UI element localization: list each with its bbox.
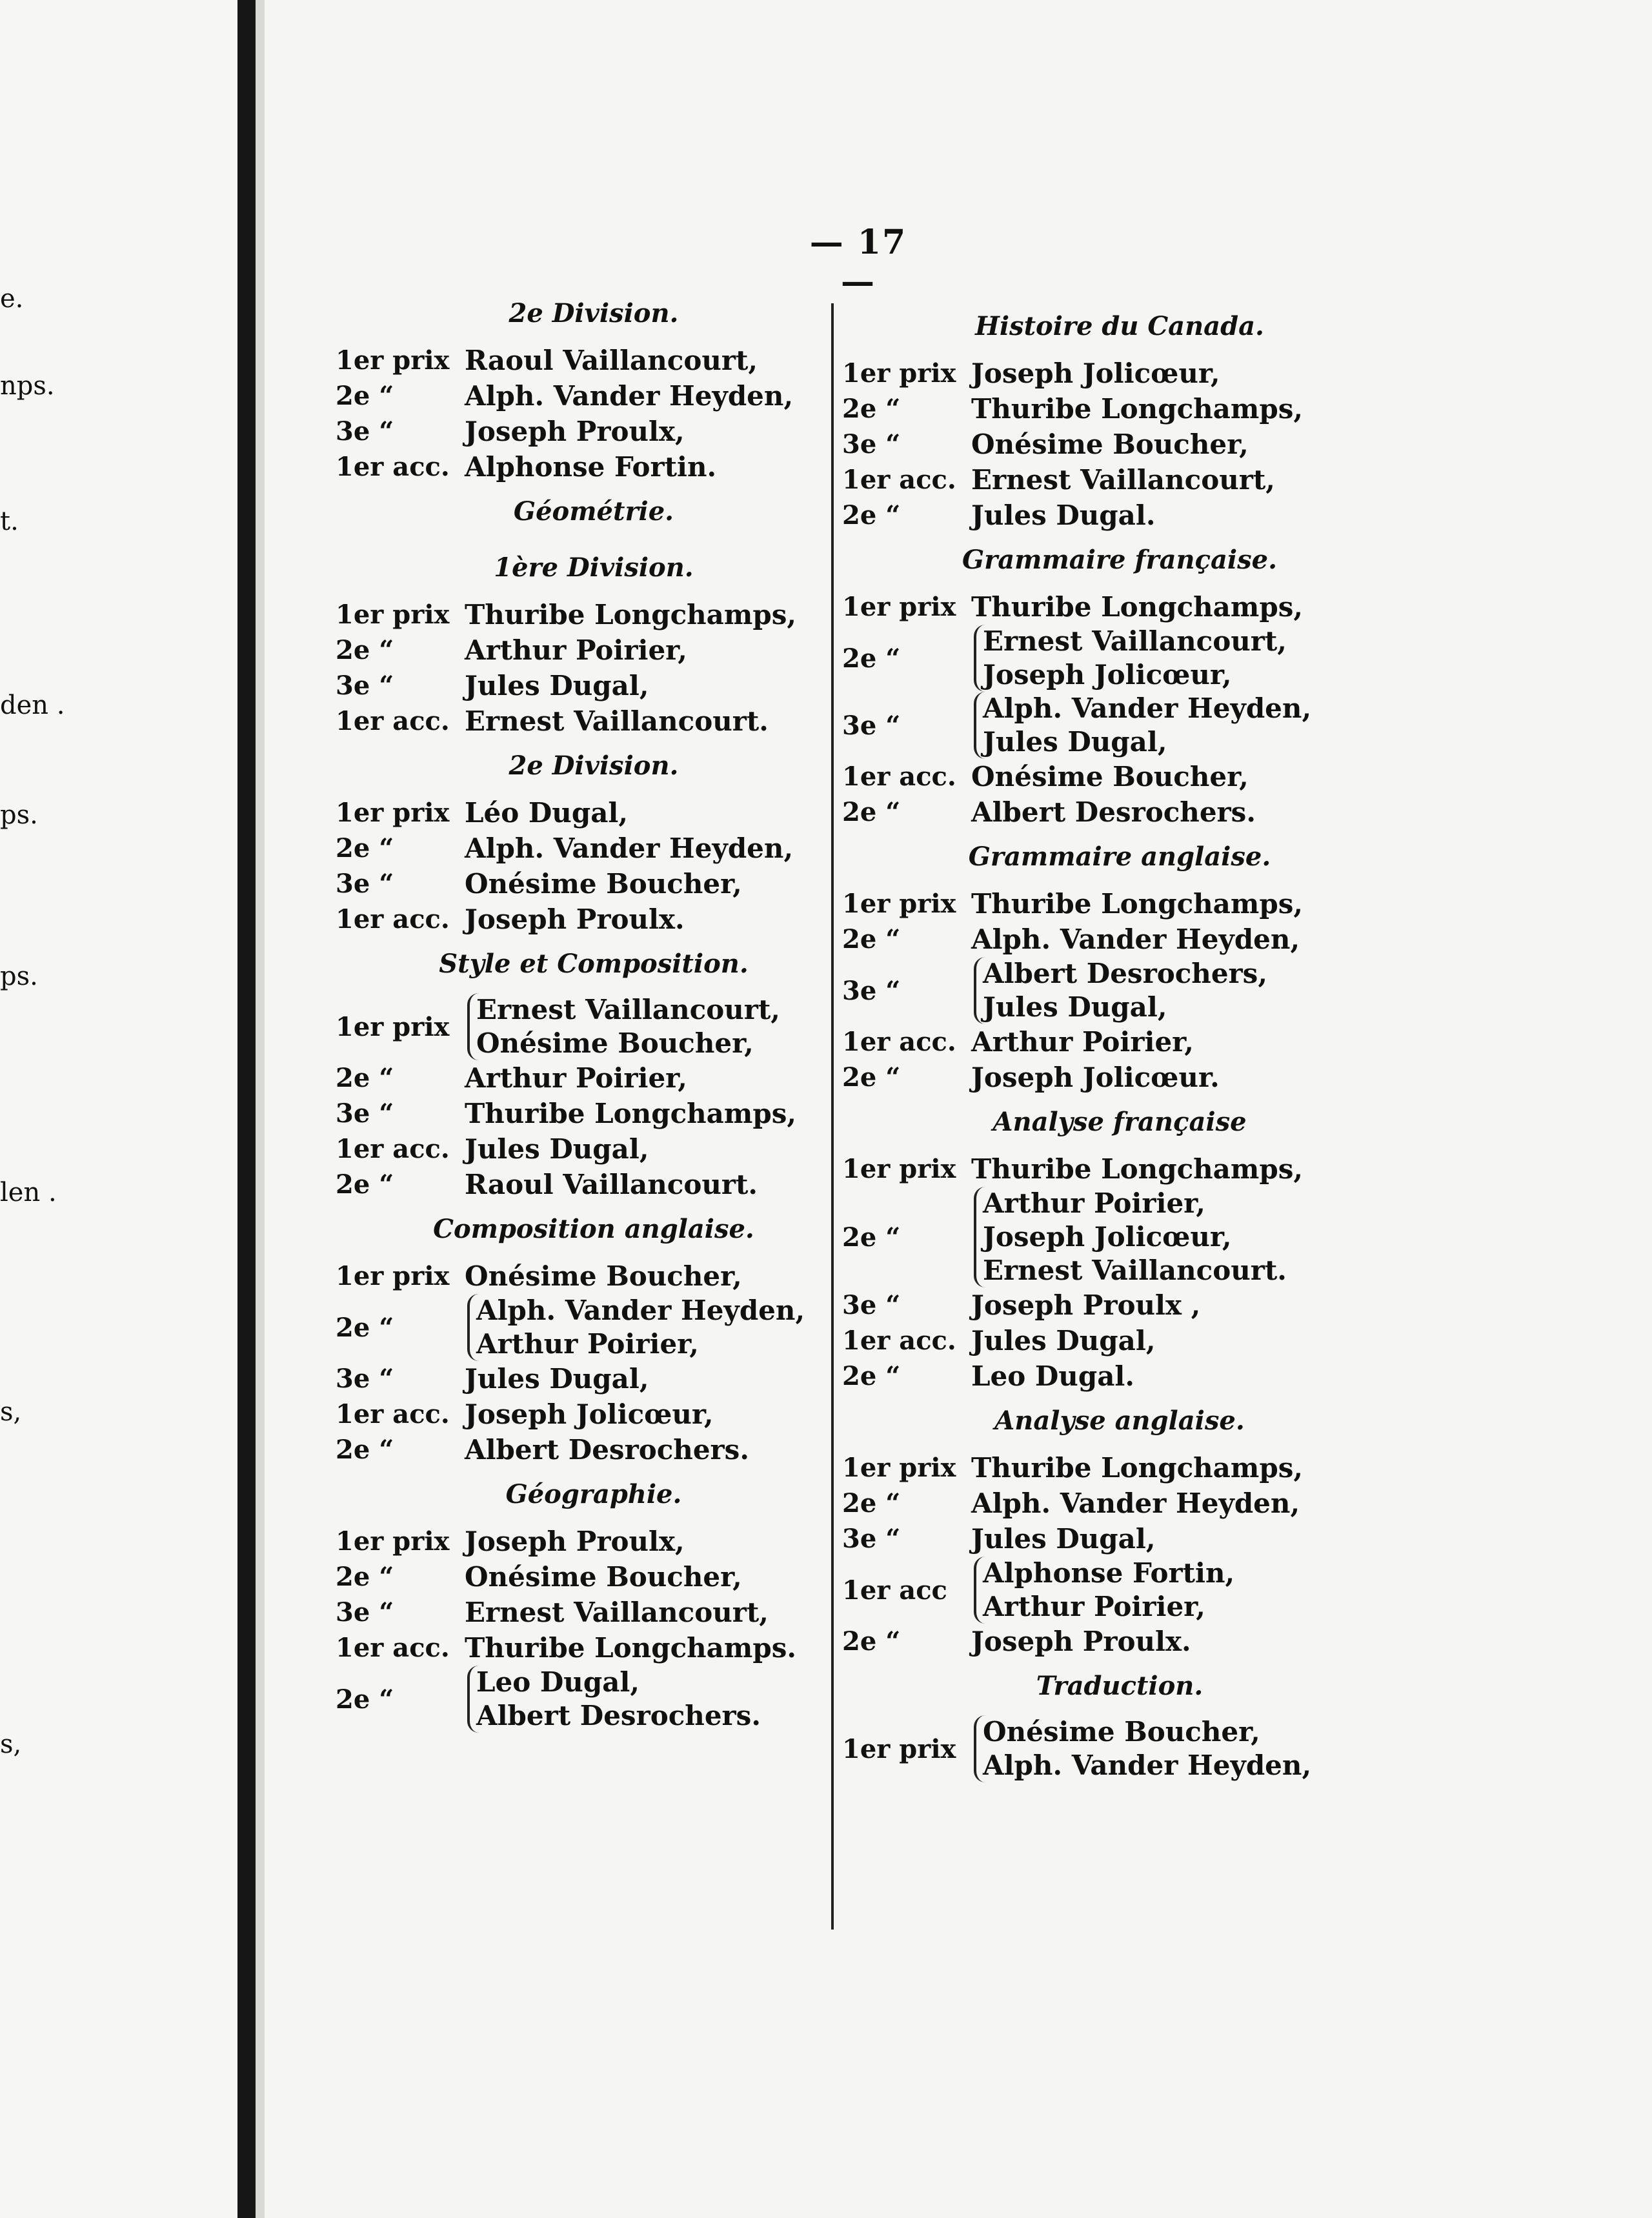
winner-name: Alph. Vander Heyden, — [983, 692, 1312, 724]
prize-entry — [842, 1715, 1397, 1782]
tied-winners — [465, 993, 780, 1060]
winner-name: Jules Dugal, — [983, 991, 1167, 1023]
prize-entry — [336, 1096, 852, 1131]
tied-winners — [971, 625, 1287, 692]
winner-name: Thuribe Longchamps, — [971, 888, 1303, 920]
prize-rank: 1er acc. — [336, 904, 450, 934]
prize-entry — [336, 795, 852, 831]
prize-rank: 1er acc. — [336, 706, 450, 736]
prize-entry — [842, 1358, 1397, 1394]
prize-rank: 2e “ — [336, 833, 394, 863]
section-heading: Grammaire anglaise. — [968, 842, 1271, 872]
prize-section — [336, 1471, 852, 1733]
prize-entry — [842, 759, 1397, 794]
prize-rank: 1er prix — [336, 1011, 450, 1042]
prize-entry — [336, 1524, 852, 1559]
prize-rank: 1er prix — [336, 1526, 450, 1557]
prize-rank: 2e “ — [336, 1312, 394, 1343]
prize-entry — [842, 1287, 1397, 1323]
prize-rank: 2e “ — [842, 643, 901, 674]
prize-rank: 3e “ — [336, 869, 394, 899]
winner-name: Thuribe Longchamps, — [971, 1452, 1303, 1484]
winner-name: Leo Dugal. — [971, 1360, 1135, 1392]
facing-page-text-fragment: s, — [0, 1729, 22, 1759]
prize-entry — [842, 1486, 1397, 1521]
prize-rank: 1er acc. — [842, 761, 956, 792]
section-heading: Analyse française — [992, 1107, 1247, 1137]
winner-name: Alph. Vander Heyden, — [476, 1295, 805, 1326]
winner-name: Onésime Boucher, — [971, 761, 1249, 792]
prize-section — [842, 1099, 1397, 1394]
prize-entry — [336, 449, 852, 485]
prize-rank: 1er prix — [842, 1453, 956, 1483]
winner-name: Albert Desrochers. — [971, 796, 1256, 828]
prize-entry — [842, 1060, 1397, 1095]
winner-name: Joseph Jolicœur. — [971, 1062, 1220, 1093]
winner-name: Léo Dugal, — [465, 797, 629, 829]
winner-name: Ernest Vaillancourt, — [971, 464, 1275, 496]
right-column — [842, 303, 1397, 1786]
prize-entry — [842, 794, 1397, 830]
tied-winners — [465, 1666, 761, 1733]
prize-rank: 2e “ — [842, 1361, 901, 1391]
tied-winners — [971, 957, 1267, 1024]
prize-rank: 1er prix — [842, 1154, 956, 1184]
winner-name: Onésime Boucher, — [983, 1716, 1260, 1748]
brace-bracket — [974, 957, 1267, 1024]
prize-rank: 1er acc. — [336, 1134, 450, 1164]
prize-entry — [842, 589, 1397, 625]
brace-bracket — [974, 625, 1287, 692]
prize-entry — [336, 1559, 852, 1595]
prize-rank: 1er acc. — [842, 465, 956, 495]
prize-entry — [842, 427, 1397, 462]
prize-entry — [842, 1151, 1397, 1187]
prize-entry — [842, 1323, 1397, 1358]
tied-winners — [971, 692, 1311, 759]
prize-rank: 3e “ — [336, 416, 394, 447]
prize-rank: 3e “ — [336, 1597, 394, 1628]
brace-bracket — [974, 692, 1311, 759]
prize-rank: 2e “ — [842, 1222, 901, 1253]
prize-entry — [842, 462, 1397, 498]
prize-entry — [336, 1060, 852, 1096]
prize-entry — [842, 886, 1397, 922]
section-heading: Géométrie. — [513, 496, 674, 527]
winner-name: Thuribe Longchamps, — [465, 1098, 796, 1129]
page-edge — [256, 0, 265, 2218]
winner-name: Jules Dugal, — [971, 1325, 1156, 1356]
prize-rank: 2e “ — [336, 635, 394, 665]
prize-rank: 1er acc. — [336, 1633, 450, 1663]
prize-rank: 3e “ — [842, 429, 901, 459]
prize-entry — [842, 957, 1397, 1024]
prize-rank: 2e “ — [842, 1626, 901, 1657]
prize-rank: 1er acc. — [842, 1326, 956, 1356]
winner-name: Leo Dugal, — [476, 1666, 640, 1698]
prize-section — [336, 743, 852, 937]
prize-entry — [336, 902, 852, 937]
prize-entry — [842, 1450, 1397, 1486]
prize-section — [842, 537, 1397, 830]
prize-rank: 2e “ — [842, 1488, 901, 1518]
prize-rank: 1er acc — [842, 1575, 947, 1606]
section-heading: Histoire du Canada. — [975, 311, 1264, 341]
prize-section — [336, 489, 852, 541]
prize-section — [336, 545, 852, 739]
winner-name: Joseph Proulx. — [465, 903, 685, 935]
prize-entry — [842, 498, 1397, 533]
winner-name: Joseph Proulx. — [971, 1626, 1191, 1657]
prize-entry — [842, 625, 1397, 692]
left-column — [336, 290, 852, 1737]
winner-name: Joseph Proulx, — [465, 1526, 685, 1557]
prize-rank: 1er prix — [842, 1733, 956, 1764]
prize-rank: 2e “ — [842, 1062, 901, 1093]
prize-rank: 3e “ — [842, 1524, 901, 1554]
facing-page-text-fragment: s, — [0, 1397, 22, 1427]
winner-name: Joseph Jolicœur, — [983, 659, 1232, 691]
section-heading: 2e Division. — [509, 751, 679, 781]
section-heading: Composition anglaise. — [433, 1214, 754, 1244]
prize-rank: 1er prix — [842, 358, 956, 388]
winner-name: Jules Dugal, — [465, 670, 649, 701]
prize-rank: 3e “ — [842, 1290, 901, 1320]
winner-name: Joseph Proulx , — [971, 1289, 1201, 1321]
prize-entry — [336, 1595, 852, 1630]
winner-name: Thuribe Longchamps, — [971, 591, 1303, 623]
winner-name: Alph. Vander Heyden, — [465, 380, 794, 412]
prize-rank: 3e “ — [842, 975, 901, 1006]
winner-name: Ernest Vaillancourt, — [983, 625, 1287, 657]
prize-rank: 2e “ — [842, 797, 901, 827]
winner-name: Onésime Boucher, — [476, 1027, 754, 1059]
prize-entry — [336, 831, 852, 866]
prize-rank: 2e “ — [336, 381, 394, 411]
section-heading: Géographie. — [505, 1479, 682, 1509]
prize-entry — [336, 1666, 852, 1733]
prize-rank: 1er prix — [842, 889, 956, 919]
winner-name: Onésime Boucher, — [971, 428, 1249, 460]
prize-section — [842, 303, 1397, 533]
book-gutter — [237, 0, 256, 2218]
winner-name: Raoul Vaillancourt. — [465, 1169, 758, 1200]
facing-page-text-fragment: nps. — [0, 371, 55, 401]
winner-name: Alph. Vander Heyden, — [971, 1487, 1300, 1519]
prize-entry — [842, 1187, 1397, 1287]
winner-name: Raoul Vaillancourt, — [465, 345, 758, 376]
prize-rank: 2e “ — [842, 394, 901, 424]
section-heading: 1ère Division. — [494, 552, 694, 583]
prize-entry — [336, 1361, 852, 1396]
section-heading: Style et Composition. — [439, 949, 749, 979]
winner-name: Ernest Vaillancourt. — [465, 705, 769, 737]
prize-rank: 2e “ — [336, 1435, 394, 1465]
prize-rank: 1er acc. — [336, 1399, 450, 1429]
prize-entry — [336, 1630, 852, 1666]
winner-name: Albert Desrochers, — [983, 958, 1267, 989]
brace-bracket — [974, 1187, 1287, 1287]
winner-name: Arthur Poirier, — [983, 1187, 1205, 1219]
winner-name: Joseph Jolicœur, — [465, 1398, 714, 1430]
prize-rank: 3e “ — [842, 710, 901, 741]
winner-name: Arthur Poirier, — [465, 1062, 687, 1094]
prize-entry — [336, 1294, 852, 1361]
winner-name: Ernest Vaillancourt. — [983, 1255, 1287, 1286]
prize-rank: 3e “ — [336, 670, 394, 701]
facing-page-edge — [0, 0, 237, 2218]
prize-entry — [842, 692, 1397, 759]
prize-entry — [336, 668, 852, 703]
prize-section — [842, 1398, 1397, 1659]
prize-entry — [842, 1624, 1397, 1659]
prize-entry — [336, 703, 852, 739]
section-heading: 2e Division. — [509, 298, 679, 328]
winner-name: Onésime Boucher, — [465, 1260, 742, 1292]
winner-name: Thuribe Longchamps, — [465, 599, 796, 630]
prize-entry — [336, 866, 852, 902]
facing-page-text-fragment: t. — [0, 507, 19, 536]
prize-entry — [842, 1024, 1397, 1060]
prize-entry — [336, 378, 852, 414]
prize-entry — [336, 597, 852, 632]
winner-name: Onésime Boucher, — [465, 868, 742, 900]
prize-entry — [842, 391, 1397, 427]
tied-winners — [465, 1294, 805, 1361]
prize-entry — [336, 993, 852, 1060]
prize-entry — [336, 414, 852, 449]
winner-name: Albert Desrochers. — [476, 1700, 761, 1731]
winner-name: Arthur Poirier, — [465, 634, 687, 666]
prize-entry — [336, 1432, 852, 1467]
winner-name: Arthur Poirier, — [476, 1328, 699, 1360]
winner-name: Jules Dugal, — [465, 1363, 649, 1395]
prize-rank: 1er acc. — [336, 452, 450, 482]
prize-rank: 1er prix — [336, 345, 450, 376]
prize-entry — [842, 922, 1397, 957]
prize-entry — [336, 1167, 852, 1202]
facing-page-text-fragment: len . — [0, 1178, 57, 1207]
winner-name: Jules Dugal, — [971, 1523, 1156, 1555]
winner-name: Thuribe Longchamps, — [971, 393, 1303, 425]
winner-name: Alph. Vander Heyden, — [465, 832, 794, 864]
brace-bracket — [467, 1666, 761, 1733]
winner-name: Arthur Poirier, — [971, 1026, 1194, 1058]
winner-name: Jules Dugal, — [983, 726, 1167, 758]
winner-name: Jules Dugal, — [465, 1133, 649, 1165]
prize-section — [842, 834, 1397, 1095]
prize-rank: 3e “ — [336, 1364, 394, 1394]
prize-section — [336, 941, 852, 1202]
prize-section — [842, 1663, 1397, 1782]
prize-rank: 1er prix — [842, 592, 956, 622]
facing-page-text-fragment: den . — [0, 691, 65, 720]
prize-entry — [842, 356, 1397, 391]
winner-name: Thuribe Longchamps, — [971, 1153, 1303, 1185]
winner-name: Alphonse Fortin. — [465, 451, 717, 483]
brace-bracket — [467, 993, 780, 1060]
winner-name: Joseph Proulx, — [465, 416, 685, 447]
prize-entry — [336, 632, 852, 668]
winner-name: Albert Desrochers. — [465, 1434, 749, 1466]
prize-rank: 1er prix — [336, 798, 450, 828]
prize-entry — [336, 1258, 852, 1294]
prize-entry — [842, 1557, 1397, 1624]
tied-winners — [971, 1557, 1234, 1624]
section-heading: Traduction. — [1036, 1671, 1204, 1701]
brace-bracket — [467, 1294, 805, 1361]
prize-section — [336, 1206, 852, 1467]
brace-bracket — [974, 1715, 1311, 1782]
section-heading: Analyse anglaise. — [994, 1406, 1245, 1436]
prize-rank: 2e “ — [336, 1562, 394, 1592]
prize-rank: 1er prix — [336, 1261, 450, 1291]
prize-rank: 1er prix — [336, 600, 450, 630]
prize-rank: 2e “ — [336, 1169, 394, 1200]
winner-name: Jules Dugal. — [971, 499, 1156, 531]
winner-name: Onésime Boucher, — [465, 1561, 742, 1593]
section-heading: Grammaire française. — [962, 545, 1277, 575]
winner-name: Ernest Vaillancourt, — [476, 994, 780, 1025]
prize-rank: 1er acc. — [842, 1027, 956, 1057]
prize-entry — [842, 1521, 1397, 1557]
prize-entry — [336, 1396, 852, 1432]
tied-winners — [971, 1715, 1311, 1782]
winner-name: Alph. Vander Heyden, — [983, 1749, 1312, 1781]
facing-page-text-fragment: ps. — [0, 800, 38, 830]
prize-rank: 3e “ — [336, 1098, 394, 1129]
brace-bracket — [974, 1557, 1234, 1624]
winner-name: Arthur Poirier, — [983, 1591, 1205, 1622]
prize-entry — [336, 1131, 852, 1167]
winner-name: Alph. Vander Heyden, — [971, 923, 1300, 955]
prize-rank: 2e “ — [842, 500, 901, 530]
prize-rank: 2e “ — [336, 1684, 394, 1715]
winner-name: Joseph Jolicœur, — [971, 358, 1220, 389]
prize-section — [336, 290, 852, 485]
tied-winners — [971, 1187, 1287, 1287]
winner-name: Alphonse Fortin, — [983, 1557, 1235, 1589]
prize-rank: 2e “ — [842, 924, 901, 954]
winner-name: Ernest Vaillancourt, — [465, 1597, 769, 1628]
prize-entry — [336, 343, 852, 378]
facing-page-text-fragment: ps. — [0, 962, 38, 991]
facing-page-text-fragment: e. — [0, 284, 24, 314]
winner-name: Thuribe Longchamps. — [465, 1632, 796, 1664]
page-number: — 17 — — [809, 223, 907, 301]
winner-name: Joseph Jolicœur, — [983, 1221, 1232, 1253]
prize-rank: 2e “ — [336, 1063, 394, 1093]
